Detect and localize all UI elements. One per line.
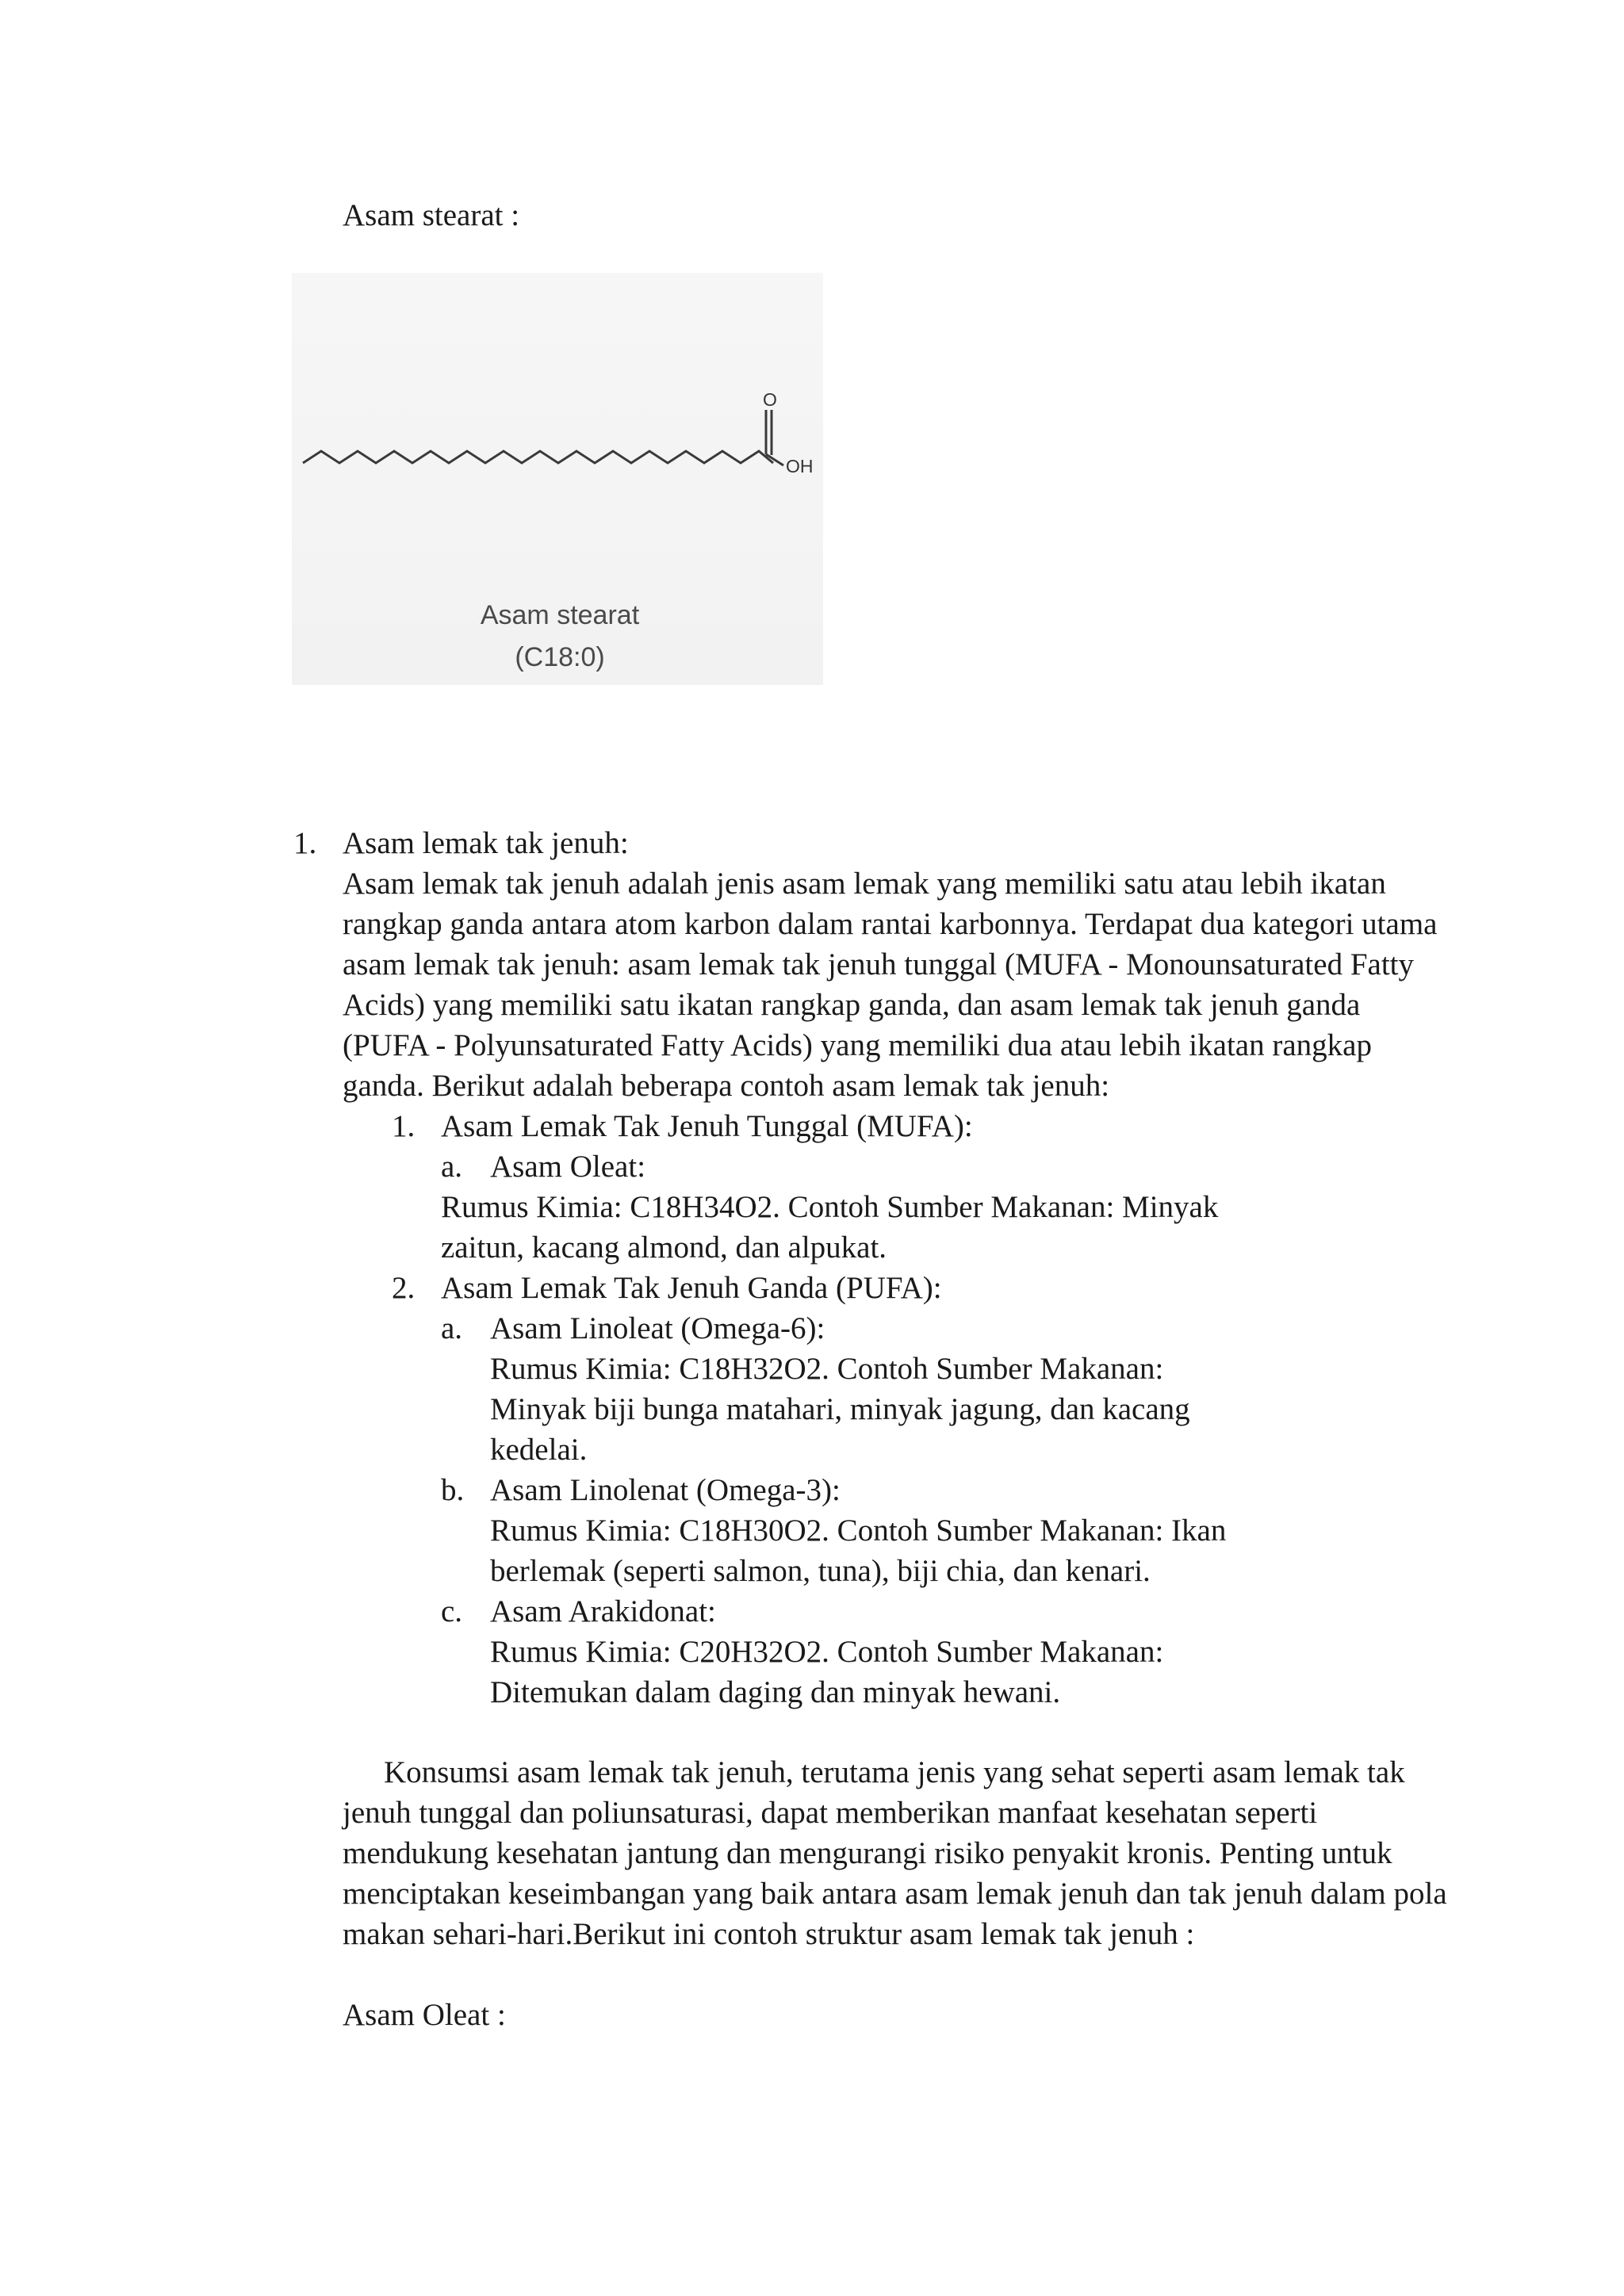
oxygen-atom-label: O xyxy=(763,389,777,410)
example-oleic xyxy=(293,1146,1451,1268)
carbon-chain xyxy=(303,451,773,463)
stearic-acid-structure-figure xyxy=(292,273,823,685)
example-title: Asam Arakidonat: xyxy=(490,1594,716,1628)
sublist-title: Asam Lemak Tak Jenuh Ganda (PUFA): xyxy=(441,1271,942,1305)
sublist-number: 2. xyxy=(392,1271,416,1305)
example-linolenic xyxy=(293,1470,1451,1591)
example-description: Rumus Kimia: C18H34O2. Contoh Sumber Makanan: Minyak zaitun, kacang almond, dan alpukat. xyxy=(441,1190,1219,1265)
list-item-title: Asam lemak tak jenuh: xyxy=(343,826,629,860)
example-marker: a. xyxy=(441,1311,463,1345)
skeletal-formula xyxy=(292,273,823,685)
figure-caption-name: Asam stearat xyxy=(480,600,640,630)
example-linoleic xyxy=(293,1308,1451,1470)
example-description: Rumus Kimia: C18H32O2. Contoh Sumber Makanan: Minyak biji bunga matahari, minyak jagung, dan kacang kedelai. xyxy=(490,1352,1190,1467)
sublist-item-mufa xyxy=(293,1106,1451,1268)
example-marker: a. xyxy=(441,1150,463,1184)
figure-caption-formula: (C18:0) xyxy=(515,642,605,672)
sublist-title: Asam Lemak Tak Jenuh Tunggal (MUFA): xyxy=(441,1109,973,1143)
example-marker: b. xyxy=(441,1473,465,1507)
example-description: Rumus Kimia: C20H32O2. Contoh Sumber Makanan: Ditemukan dalam daging dan minyak hewani. xyxy=(490,1635,1164,1709)
example-marker: c. xyxy=(441,1594,463,1628)
sublist-number: 1. xyxy=(392,1109,416,1143)
example-arachidonic xyxy=(293,1591,1451,1712)
example-title: Asam Linoleat (Omega-6): xyxy=(490,1311,825,1345)
list-item-unsaturated xyxy=(293,823,1451,1712)
hydroxyl-label: OH xyxy=(786,456,814,476)
example-title: Asam Linolenat (Omega-3): xyxy=(490,1473,841,1507)
section-heading-stearic: Asam stearat : xyxy=(343,198,520,232)
example-title: Asam Oleat: xyxy=(490,1150,646,1184)
unsaturated-fatty-acid-list xyxy=(293,823,1451,1712)
list-item-intro: Asam lemak tak jenuh adalah jenis asam lemak yang memiliki satu atau lebih ikatan rangkap ganda antara atom karbon dalam rantai karbonnya. Terdapat dua kategori utama asam lemak tak jenuh: asam lemak tak jenuh tunggal (MUFA - Monounsaturated Fatty Acids) yang memiliki satu ikatan rangkap ganda, dan asam lemak tak jenuh ganda (PUFA - Polyunsaturated Fatty Acids) yang memiliki dua atau lebih ikatan rangkap ganda. Berikut adalah beberapa contoh asam lemak tak jenuh: xyxy=(343,867,1438,1103)
example-description: Rumus Kimia: C18H30O2. Contoh Sumber Makanan: Ikan berlemak (seperti salmon, tuna), biji chia, dan kenari. xyxy=(490,1513,1227,1588)
closing-paragraph: Konsumsi asam lemak tak jenuh, terutama jenis yang sehat seperti asam lemak tak jenuh tunggal dan poliunsaturasi, dapat memberikan manfaat kesehatan seperti mendukung kesehatan jantung dan mengurangi risiko penyakit kronis. Penting untuk menciptakan keseimbangan yang baik antara asam lemak jenuh dan tak jenuh dalam pola makan sehari-hari.Berikut ini contoh struktur asam lemak tak jenuh : xyxy=(343,1755,1447,1951)
section-heading-oleic: Asam Oleat : xyxy=(343,1998,506,2032)
list-number: 1. xyxy=(293,826,317,860)
sublist-item-pufa xyxy=(293,1268,1451,1712)
